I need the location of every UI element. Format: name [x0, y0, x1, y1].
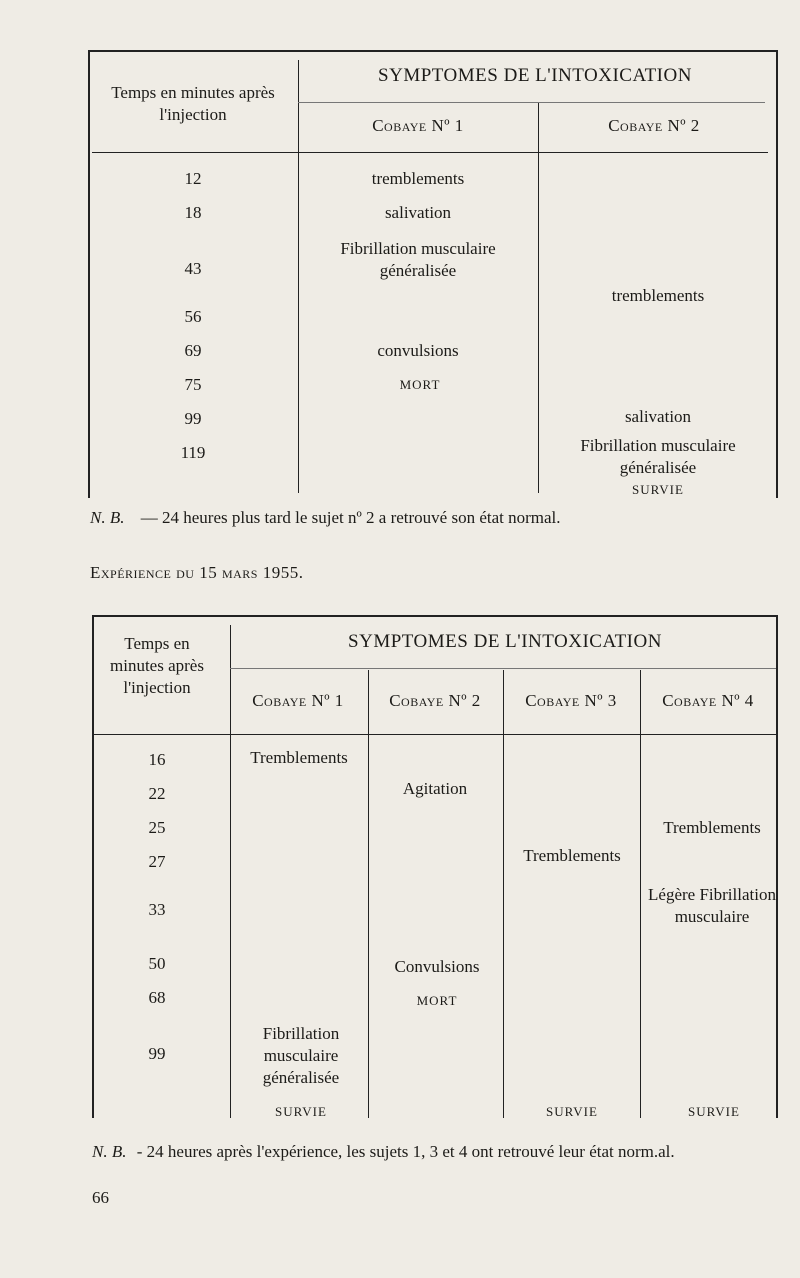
table2-time-cell: 68: [148, 988, 166, 1007]
table1-time-cell: 56: [184, 307, 202, 326]
table2-col-divider: [230, 625, 231, 1118]
table2-c1-tremblements: Tremblements: [250, 748, 348, 767]
table2-c2-mort: MORT: [416, 993, 458, 1008]
table1-c2-fibrillation: Fibrillation musculaire généralisée: [580, 436, 736, 477]
note-1-text: — 24 heures plus tard le sujet nº 2 a retrouvé son état normal.: [140, 508, 561, 527]
table1-header-rule: [92, 152, 768, 153]
table2-header-rule: [94, 734, 776, 735]
table1-c2-tremblements: tremblements: [611, 286, 705, 305]
experience-heading: Expérience du 15 mars 1955.: [90, 563, 304, 582]
table2-cobaye-divider-3: [640, 670, 641, 1118]
table2-time-cell: 16: [148, 750, 166, 769]
table2-c3-survie: SURVIE: [546, 1104, 598, 1119]
table1-time-cell: 99: [184, 409, 202, 428]
page-number: 66: [92, 1188, 109, 1207]
table2-subheader-rule: [230, 668, 776, 669]
table2-c3-tremblements: Tremblements: [523, 846, 621, 865]
table2-top-border: [92, 615, 778, 617]
table2-c1-survie: SURVIE: [275, 1104, 327, 1119]
table1-time-cell: 119: [180, 443, 206, 462]
note-2: [92, 1143, 675, 1160]
table2-cobaye-2-header: Cobaye Nº 2: [389, 691, 481, 710]
table2-cobaye-3-header: Cobaye Nº 3: [525, 691, 617, 710]
table1-c2-salivation: salivation: [624, 407, 692, 426]
table1-time-cell: 43: [184, 259, 202, 278]
table2-c4-survie: SURVIE: [688, 1104, 740, 1119]
table1-c1-salivation: salivation: [384, 203, 452, 222]
note-1-label: N. B.: [90, 508, 125, 527]
table2-left-border: [92, 615, 94, 1118]
table2-c1-fibrillation: Fibrillation musculaire généralisée: [262, 1024, 340, 1087]
table2-time-cell: 25: [148, 818, 166, 837]
table1-time-cell: 18: [184, 203, 202, 222]
table2-cobaye-divider-1: [368, 670, 369, 1118]
table2-cobaye-divider-2: [503, 670, 504, 1118]
table2-time-cell: 27: [148, 852, 166, 871]
table2-time-cell: 50: [148, 954, 166, 973]
table2-header-time: Temps en minutes après l'injection: [110, 634, 204, 697]
table2-time-cell: 22: [148, 784, 166, 803]
table1-c1-fibrillation: Fibrillation musculaire généralisée: [340, 239, 496, 280]
table1-top-border: [88, 50, 778, 52]
table2-c4-fibrillation: Légère Fibrillation musculaire: [648, 885, 776, 926]
table1-c1-mort: MORT: [399, 377, 441, 392]
table1-cobaye-1-header: Cobaye Nº 1: [372, 116, 464, 135]
table1-c1-tremblements: tremblements: [371, 169, 465, 188]
table1-cobaye-divider: [538, 103, 539, 493]
table2-c4-tremblements: Tremblements: [663, 818, 761, 837]
table1-time-cell: 75: [184, 375, 202, 394]
note-2-text: - 24 heures après l'expérience, les sujets 1, 3 et 4 ont retrouvé leur état norm.al.: [136, 1142, 675, 1161]
table2-cobaye-1-header: Cobaye Nº 1: [252, 691, 344, 710]
note-2-label: N. B.: [92, 1142, 127, 1161]
table2-c2-convulsions: Convulsions: [394, 957, 480, 976]
table1-time-cell: 69: [184, 341, 202, 360]
table1-header-symptoms: SYMPTOMES DE L'INTOXICATION: [378, 65, 692, 86]
table1-right-border: [776, 50, 778, 498]
table2-c2-agitation: Agitation: [402, 779, 468, 798]
table2-right-border: [776, 615, 778, 1118]
table1-cobaye-2-header: Cobaye Nº 2: [608, 116, 700, 135]
table1-header-time: Temps en minutes après l'injection: [111, 83, 275, 124]
table1-subheader-rule: [298, 102, 765, 103]
table1-left-border: [88, 50, 90, 498]
table1-c2-survie: SURVIE: [632, 482, 684, 497]
table1-c1-convulsions: convulsions: [377, 341, 459, 360]
table1-time-cell: 12: [184, 169, 202, 188]
note-1: [90, 509, 561, 526]
table2-time-cell: 99: [148, 1044, 166, 1063]
table2-time-cell: 33: [148, 900, 166, 919]
table1-col-divider: [298, 60, 299, 493]
table2-cobaye-4-header: Cobaye Nº 4: [662, 691, 754, 710]
table2-header-symptoms: SYMPTOMES DE L'INTOXICATION: [348, 631, 662, 652]
